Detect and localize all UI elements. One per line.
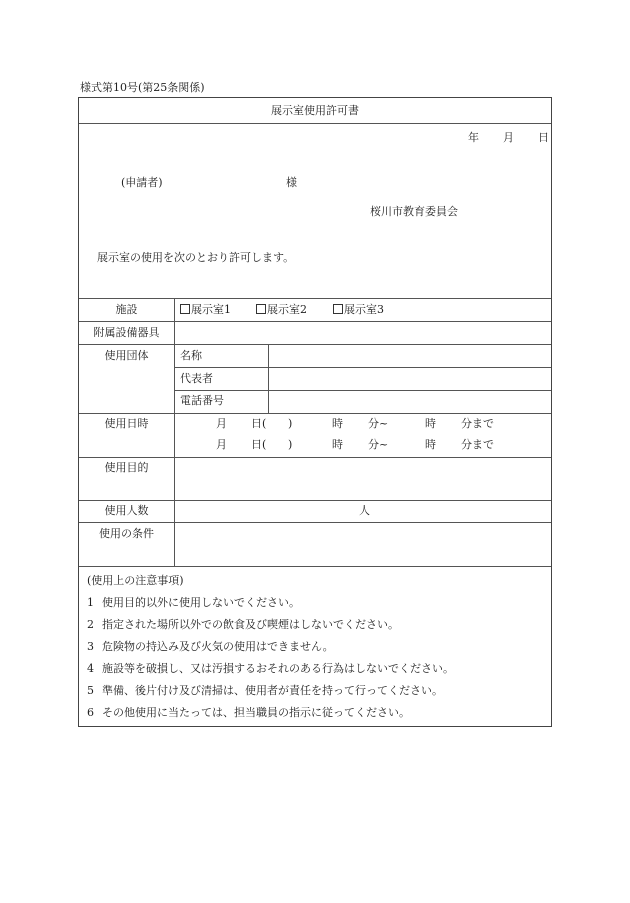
divider bbox=[79, 413, 551, 414]
checkbox-icon bbox=[333, 304, 343, 314]
group-phone-label: 電話番号 bbox=[180, 394, 224, 407]
group-label: 使用団体 bbox=[104, 349, 149, 362]
people-label: 使用人数 bbox=[104, 504, 149, 517]
option-room1[interactable]: 展示室1 bbox=[180, 303, 231, 317]
group-representative-label: 代表者 bbox=[180, 372, 213, 385]
conditions-label: 使用の条件 bbox=[99, 527, 154, 540]
checkbox-icon bbox=[256, 304, 266, 314]
group-name-label: 名称 bbox=[180, 349, 202, 362]
option-room3[interactable]: 展示室3 bbox=[333, 303, 384, 317]
divider bbox=[79, 298, 551, 299]
equipment-label: 附属設備器具 bbox=[93, 326, 160, 339]
option-room2[interactable]: 展示室2 bbox=[256, 303, 307, 317]
divider bbox=[79, 457, 551, 458]
checkbox-icon bbox=[180, 304, 190, 314]
divider bbox=[79, 344, 551, 345]
facility-label: 施設 bbox=[115, 303, 138, 316]
permission-text: 展示室の使用を次のとおり許可します。 bbox=[97, 251, 295, 264]
date-day: 日 bbox=[538, 131, 549, 144]
divider bbox=[79, 500, 551, 501]
divider bbox=[174, 367, 551, 368]
date-year: 年 bbox=[468, 131, 479, 144]
applicant-honorific: 様 bbox=[286, 176, 297, 189]
issuer: 桜川市教育委員会 bbox=[370, 205, 458, 218]
divider bbox=[79, 566, 551, 567]
applicant-label: (申請者) bbox=[121, 176, 163, 189]
datetime-label: 使用日時 bbox=[104, 417, 149, 430]
divider bbox=[174, 390, 551, 391]
divider bbox=[79, 123, 551, 124]
permit-form: 展示室使用許可書 年 月 日 (申請者) 様 桜川市教育委員会 展示室の使用を次のとおり許可します。 施設 展示室1 展示室2 展示室3 附属設備器具 使用団体 名称 代表者 電話番号 使用日時 月 日( ) 時 分~ 時 分まで 月 日( ) 時 分~ 時 分まで 使用目的 使用人数 人 使用の条件 (使用上の注意事項) 1 使用目的以外に使用しないでください。 2 指定された場所以外での飲食及び喫煙はしないでください。 3 危険物の持込み及び火気の使用はできません。 4 施設等を破損し、又は汚損するおそれのある行為はしないでください。 5 準備、後片付け及び清掃は、使用者が責任を持って行ってください。 6 その他使用に当たっては、担当職員の指示に従ってください。 bbox=[78, 97, 552, 727]
form-title: 展示室使用許可書 bbox=[271, 104, 359, 117]
purpose-label: 使用目的 bbox=[104, 461, 149, 474]
divider bbox=[79, 522, 551, 523]
group-field-divider bbox=[268, 344, 269, 413]
people-unit: 人 bbox=[359, 504, 370, 517]
label-column-divider bbox=[174, 298, 175, 566]
divider bbox=[79, 321, 551, 322]
notes-heading: (使用上の注意事項) bbox=[87, 574, 184, 587]
date-month: 月 bbox=[503, 131, 514, 144]
form-number: 様式第10号(第25条関係) bbox=[80, 81, 205, 94]
